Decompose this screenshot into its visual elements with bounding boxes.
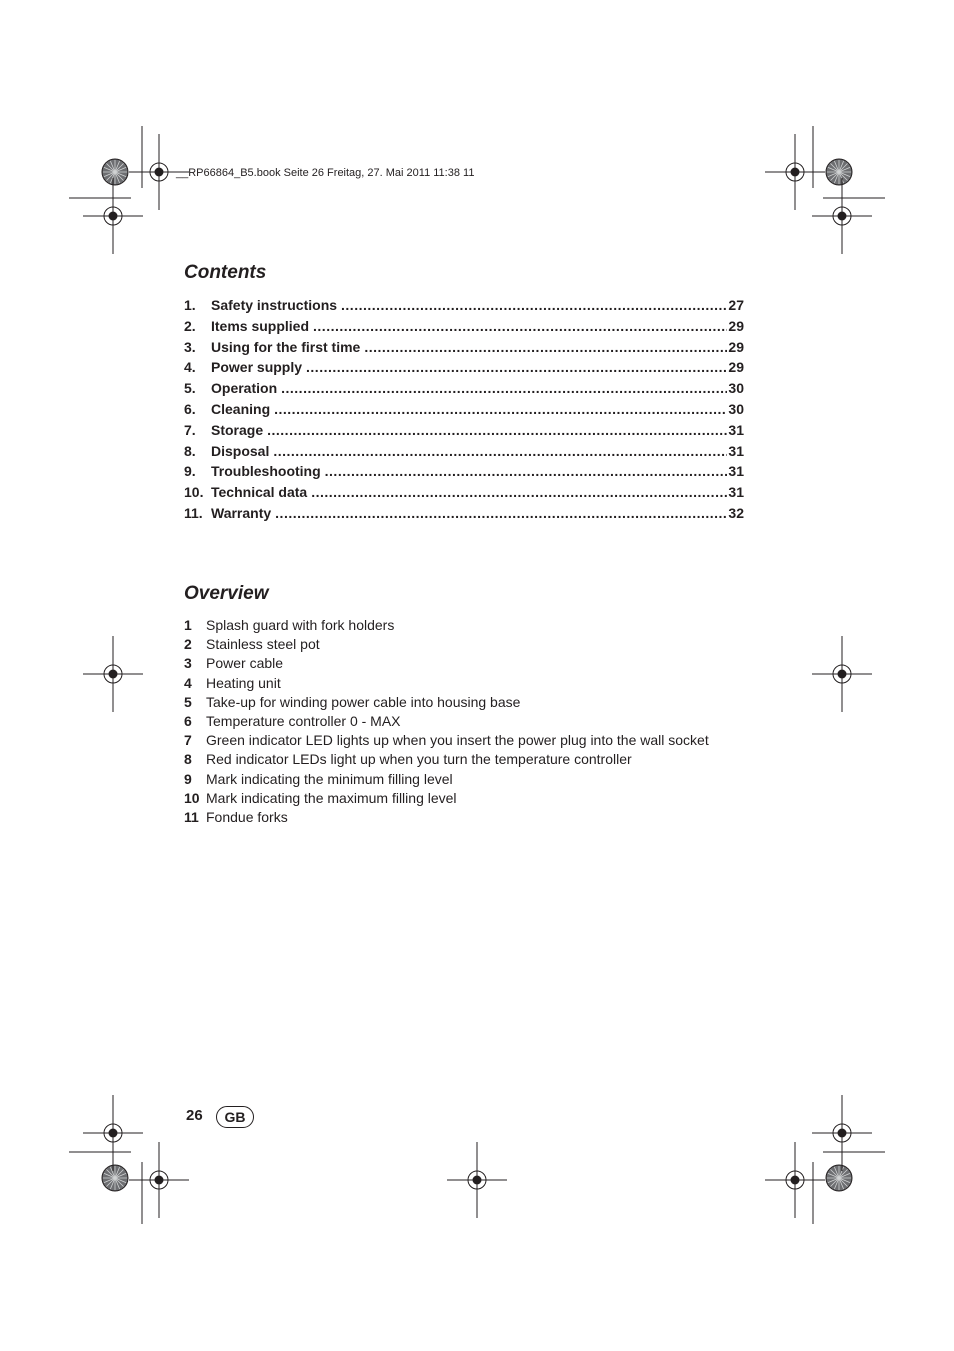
toc-item-disposal[interactable]: 8. Disposal ..... 31 [184, 443, 744, 464]
print-slug-line: __RP66864_B5.book Seite 26 Freitag, 27. Mai 2011 11:38 11 [176, 167, 475, 179]
country-code-badge: GB [216, 1106, 254, 1128]
toc-item-safety-instructions[interactable]: 1. Safety instructions ..... 27 [184, 297, 744, 318]
toc-item-storage[interactable]: 7. Storage ..... 31 [184, 422, 744, 443]
toc-item-using-first-time[interactable]: 3. Using for the first time ..... 29 [184, 339, 744, 360]
contents-heading: Contents [184, 262, 267, 283]
overview-parts-list [184, 617, 709, 828]
toc-item-warranty[interactable]: 11. Warranty ..... 32 [184, 505, 744, 526]
toc-item-troubleshooting[interactable]: 9. Troubleshooting ..... 31 [184, 463, 744, 484]
list-item: 10 Mark indicating the maximum filling level [184, 789, 457, 806]
list-item: 3 Power cable [184, 655, 284, 672]
list-item: 2 Stainless steel pot [184, 636, 320, 653]
list-item: 8 Red indicator LEDs light up when you turn the temperature controller [184, 751, 632, 768]
list-item: 1 Splash guard with fork holders [184, 617, 395, 633]
list-item: 6 Temperature controller 0 - MAX [184, 712, 401, 729]
toc-item-items-supplied[interactable]: 2. Items supplied ..... 29 [184, 318, 744, 339]
list-item: 11 Fondue forks [184, 808, 288, 825]
toc-item-power-supply[interactable]: 4. Power supply ..... 29 [184, 359, 744, 380]
toc-item-cleaning[interactable]: 6. Cleaning ..... 30 [184, 401, 744, 422]
toc-item-operation[interactable]: 5. Operation ..... 30 [184, 380, 744, 401]
list-item: 7 Green indicator LED lights up when you insert the power plug into the wall socket [184, 732, 709, 749]
list-item: 4 Heating unit [184, 674, 281, 691]
list-item: 9 Mark indicating the minimum filling level [184, 770, 453, 787]
list-item: 5 Take-up for winding power cable into housing base [184, 693, 521, 710]
table-of-contents [184, 297, 744, 526]
page-number: 26 [186, 1107, 203, 1124]
overview-heading: Overview [184, 583, 269, 604]
toc-item-technical-data[interactable]: 10. Technical data ..... 31 [184, 484, 744, 505]
